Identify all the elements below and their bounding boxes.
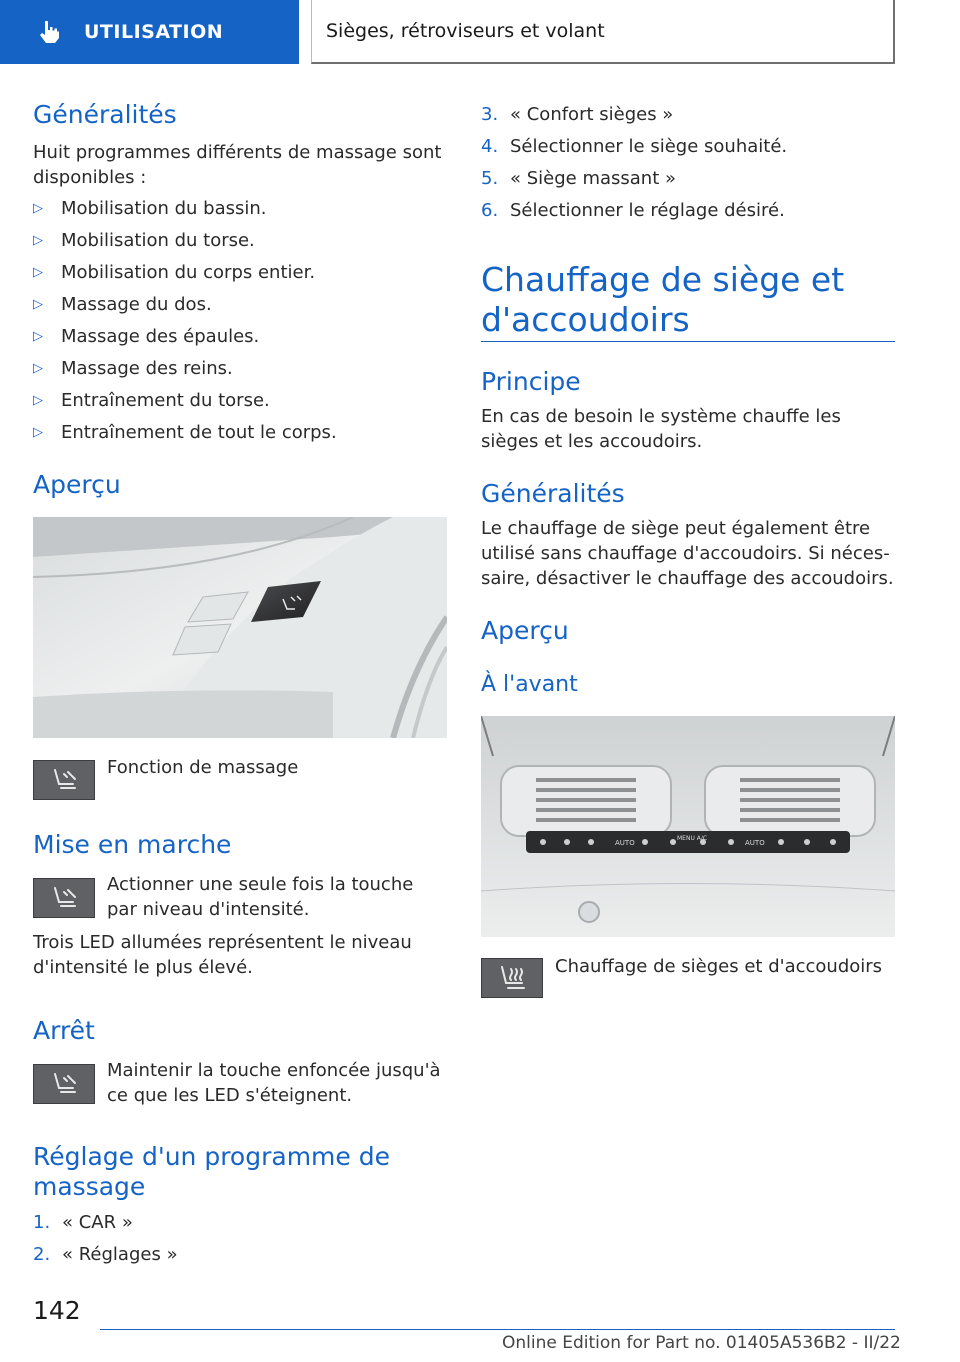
list-item [33, 325, 259, 349]
generalites-text-right: Le chauffage de siège peut également être utilisé sans chauffage d'accoudoirs. Si nécessaire, désactiver le chauffage des accoudoirs. [481, 518, 894, 589]
bullet-triangle-icon: ▷ [33, 297, 43, 312]
seat-heating-icon [495, 963, 529, 993]
bullet-triangle-icon: ▷ [33, 265, 43, 280]
page-header [0, 0, 960, 66]
bullet-triangle-icon: ▷ [33, 425, 43, 440]
chapter-title: Sièges, rétroviseurs et volant [311, 0, 895, 64]
seat-heating-button-icon [481, 958, 543, 998]
massage-button-icon [33, 1064, 95, 1104]
step-number: 2. [33, 1244, 51, 1265]
arret-heading: Arrêt [33, 1016, 95, 1045]
page-number: 142 [33, 1296, 81, 1325]
step-item [481, 167, 676, 191]
avant-heading: À l'avant [481, 672, 578, 697]
step-number: 1. [33, 1212, 51, 1233]
step-text: « Siège massant » [510, 168, 677, 189]
heating-caption: Chauffage de sièges et d'accoudoirs [555, 956, 883, 977]
list-item-text: Mobilisation du torse. [61, 230, 255, 251]
section-tab[interactable] [0, 0, 299, 64]
step-item [481, 135, 787, 159]
principe-text: En cas de besoin le système chauffe les sièges et les accoudoirs. [481, 406, 841, 452]
step-number: 6. [481, 200, 499, 221]
list-item-text: Massage du dos. [61, 294, 212, 315]
list-item-text: Massage des reins. [61, 358, 233, 379]
bullet-triangle-icon: ▷ [33, 233, 43, 248]
apercu-heading-right: Aperçu [481, 616, 569, 645]
step-text: « Confort sièges » [510, 104, 674, 125]
heading-divider [481, 341, 895, 342]
step-number: 4. [481, 136, 499, 157]
panel-label: MENU A/C [677, 835, 708, 842]
led-text: Trois LED allumées représentent le niveau d'intensité le plus élevé. [33, 932, 412, 978]
massage-button-icon [33, 878, 95, 918]
generalites-heading-right: Généralités [481, 479, 625, 508]
list-item [33, 261, 315, 285]
step-item [481, 199, 785, 223]
list-item [33, 229, 255, 253]
footer-divider [100, 1329, 895, 1330]
bullet-triangle-icon: ▷ [33, 329, 43, 344]
step-text: Sélectionner le réglage désiré. [510, 200, 785, 221]
step-item [33, 1243, 178, 1267]
bullet-triangle-icon: ▷ [33, 393, 43, 408]
list-item [33, 421, 337, 445]
bullet-triangle-icon: ▷ [33, 201, 43, 216]
section-tab-label: UTILISATION [84, 21, 224, 43]
massage-button-icon [33, 760, 95, 800]
bullet-triangle-icon: ▷ [33, 361, 43, 376]
list-item [33, 197, 266, 221]
seat-massage-icon [47, 1070, 81, 1098]
step-text: « CAR » [62, 1212, 133, 1233]
mise-en-marche-heading: Mise en marche [33, 830, 232, 859]
step-number: 5. [481, 168, 499, 189]
principe-heading: Principe [481, 367, 581, 396]
panel-label: AUTO [745, 839, 765, 847]
climate-panel-photo [481, 716, 895, 937]
list-item-text: Entraînement du torse. [61, 390, 270, 411]
edition-footer: Online Edition for Part no. 01405A536B2 - II/22 [502, 1333, 901, 1353]
seat-massage-icon [47, 766, 81, 794]
hand-pointer-icon [36, 18, 64, 46]
generalites-text: Huit programmes différents de massage sont disponibles : [33, 142, 442, 188]
list-item-text: Mobilisation du corps entier. [61, 262, 316, 283]
step-number: 3. [481, 104, 499, 125]
list-item-text: Entraînement de tout le corps. [61, 422, 337, 443]
generalites-heading: Généralités [33, 100, 177, 129]
list-item-text: Massage des épaules. [61, 326, 260, 347]
reglage-heading: Réglage d'un programme de massage [33, 1142, 390, 1201]
step-text: Sélectionner le siège souhaité. [510, 136, 788, 157]
list-item [33, 357, 233, 381]
massage-caption: Fonction de massage [107, 757, 299, 778]
apercu-heading: Aperçu [33, 470, 121, 499]
list-item-text: Mobilisation du bassin. [61, 198, 267, 219]
chauffage-heading: Chauffage de siège et d'accoudoirs [481, 260, 845, 339]
list-item [33, 389, 270, 413]
seat-massage-icon [47, 884, 81, 912]
panel-label: AUTO [615, 839, 635, 847]
door-panel-photo [33, 517, 447, 738]
list-item [33, 293, 212, 317]
step-item [33, 1211, 133, 1235]
mise-en-marche-text: Actionner une seule fois la touche par niveau d'intensité. [107, 874, 414, 920]
step-text: « Réglages » [62, 1244, 178, 1265]
arret-text: Maintenir la touche enfoncée jusqu'à ce que les LED s'éteignent. [107, 1060, 441, 1106]
step-item [481, 103, 673, 127]
